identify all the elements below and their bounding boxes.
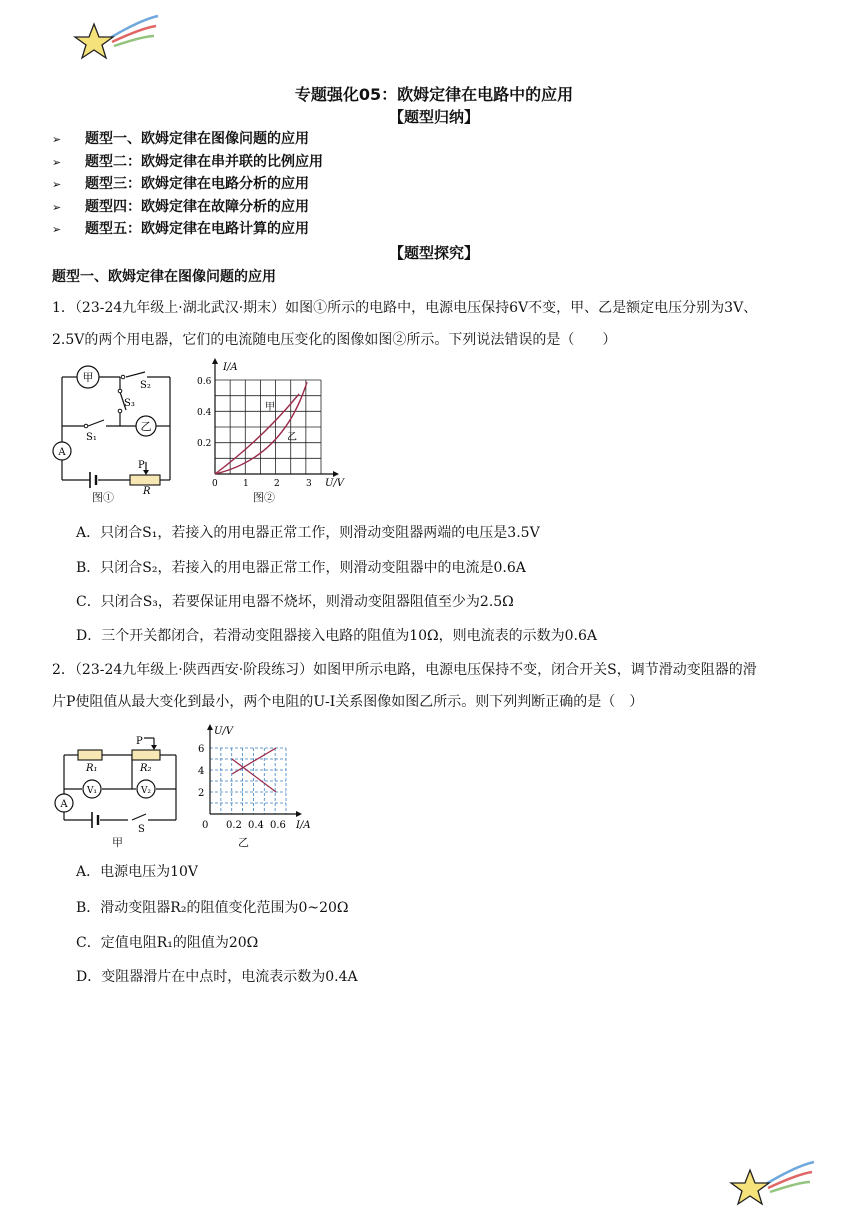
label-jia: 甲 — [82, 371, 94, 384]
toc-marker: ➢ — [52, 155, 62, 169]
label-yi: 乙 — [140, 420, 152, 433]
q2-stem: 2．（23-24九年级上·陕西西安·阶段练习）如图甲所示电路，电源电压保持不变，闭合开关S，调节滑动变阻器的滑 片P使阻值从最大变化到最小，两个电阻的U-I关系图像如图乙所示。则下列判断正确的是（ ） — [52, 662, 757, 710]
label-v2: V₂ — [140, 786, 152, 796]
q2-xtick: 0.6 — [270, 820, 286, 831]
line-r2 — [232, 759, 276, 792]
toc-item: ➢ 题型二：欧姆定律在串并联的比例应用 — [52, 151, 323, 174]
q1-curve-label-yi: 乙 — [287, 432, 297, 443]
doc-subtitle: 【题型归纳】 — [388, 108, 479, 126]
q2-xtick: 0 — [202, 820, 209, 831]
line-r1 — [232, 748, 276, 774]
q2-fig1-caption: 甲 — [112, 836, 123, 849]
toc-item: ➢ 题型三：欧姆定律在电路分析的应用 — [52, 173, 323, 196]
q2-ytick: 2 — [198, 788, 205, 799]
q2-ylabel: U/V — [214, 726, 234, 737]
toc-marker: ➢ — [52, 178, 62, 192]
q2-xtick: 0.2 — [226, 820, 242, 831]
explore-heading: 【题型探究】 — [388, 244, 479, 262]
q1-stem: 1．（23-24九年级上·湖北武汉·期末）如图①所示的电路中，电源电压保持6V不变，甲、乙是额定电压分别为3V、 2.5V的两个用电器，它们的电流随电压变化的图像如图②所示。下列说法错误的是（ ） — [52, 300, 758, 348]
q2-option-a: A．电源电压为10V — [76, 864, 199, 880]
label-v1: V₁ — [86, 786, 98, 796]
q2-option-d: D．变阻器滑片在中点时，电流表示数为0.4A — [76, 969, 358, 985]
q2-xlabel: I/A — [296, 820, 311, 831]
toc-item: ➢ 题型一、欧姆定律在图像问题的应用 — [52, 128, 323, 151]
q1-option-d: D．三个开关都闭合，若滑动变阻器接入电路的阻值为10Ω，则电流表的示数为0.6A — [76, 628, 598, 644]
q1-xtick: 2 — [274, 479, 280, 488]
q1-circuit-diagram — [50, 362, 185, 497]
q1-option-b: B．只闭合S₂，若接入的用电器正常工作，则滑动变阻器中的电流是0.6A — [76, 560, 526, 576]
q1-xlabel: U/V — [325, 478, 345, 488]
label-s1: S₁ — [86, 432, 97, 443]
star-logo-bottom — [726, 1156, 816, 1214]
q2-option-c: C．定值电阻R₁的阻值为20Ω — [76, 935, 259, 951]
doc-title: 专题强化05：欧姆定律在电路中的应用 — [294, 85, 574, 104]
toc-item: ➢ 题型四：欧姆定律在故障分析的应用 — [52, 196, 323, 219]
q1-xtick: 0 — [212, 479, 218, 488]
q1-ytick: 0.2 — [197, 439, 212, 449]
toc-item: ➢ 题型五：欧姆定律在电路计算的应用 — [52, 218, 323, 241]
q1-option-a: A．只闭合S₁，若接入的用电器正常工作，则滑动变阻器两端的电压是3.5V — [76, 525, 540, 541]
q2-option-b: B．滑动变阻器R₂的阻值变化范围为0~20Ω — [76, 900, 349, 916]
label-s: S — [138, 824, 145, 835]
star-logo-top — [70, 10, 160, 68]
q1-ylabel: I/A — [223, 362, 238, 373]
q1-iu-graph — [193, 358, 358, 488]
q1-curve-label-jia: 甲 — [265, 402, 275, 413]
q2-ui-graph — [196, 722, 321, 832]
toc-marker: ➢ — [52, 133, 62, 146]
toc-marker: ➢ — [52, 223, 62, 237]
q1-xtick: 1 — [243, 479, 249, 488]
q1-fig2-caption: 图② — [253, 491, 275, 504]
label-r2: R₂ — [140, 763, 152, 774]
toc-list — [52, 128, 323, 241]
section-heading: 题型一、欧姆定律在图像问题的应用 — [52, 269, 276, 285]
q1-ytick: 0.6 — [197, 377, 212, 387]
label-p: P — [138, 460, 145, 471]
label-s3: S₃ — [124, 398, 135, 409]
toc-marker: ➢ — [52, 200, 62, 214]
q2-fig2-caption: 乙 — [238, 836, 249, 849]
q2-xtick: 0.4 — [248, 820, 264, 831]
q1-xtick: 3 — [306, 479, 312, 488]
q2-circuit-diagram — [50, 730, 185, 835]
label-p: P — [136, 736, 143, 747]
q2-ytick: 6 — [198, 744, 205, 755]
ammeter-label: A — [60, 799, 68, 810]
label-r: R — [143, 486, 151, 497]
q2-ytick: 4 — [198, 766, 205, 777]
q1-ytick: 0.4 — [197, 408, 212, 418]
label-r1: R₁ — [86, 763, 98, 774]
q1-fig1-caption: 图① — [92, 491, 114, 504]
q1-option-c: C．只闭合S₃，若要保证用电器不烧坏，则滑动变阻器阻值至少为2.5Ω — [76, 594, 514, 610]
label-s2: S₂ — [140, 380, 151, 391]
ammeter-label: A — [58, 447, 66, 458]
